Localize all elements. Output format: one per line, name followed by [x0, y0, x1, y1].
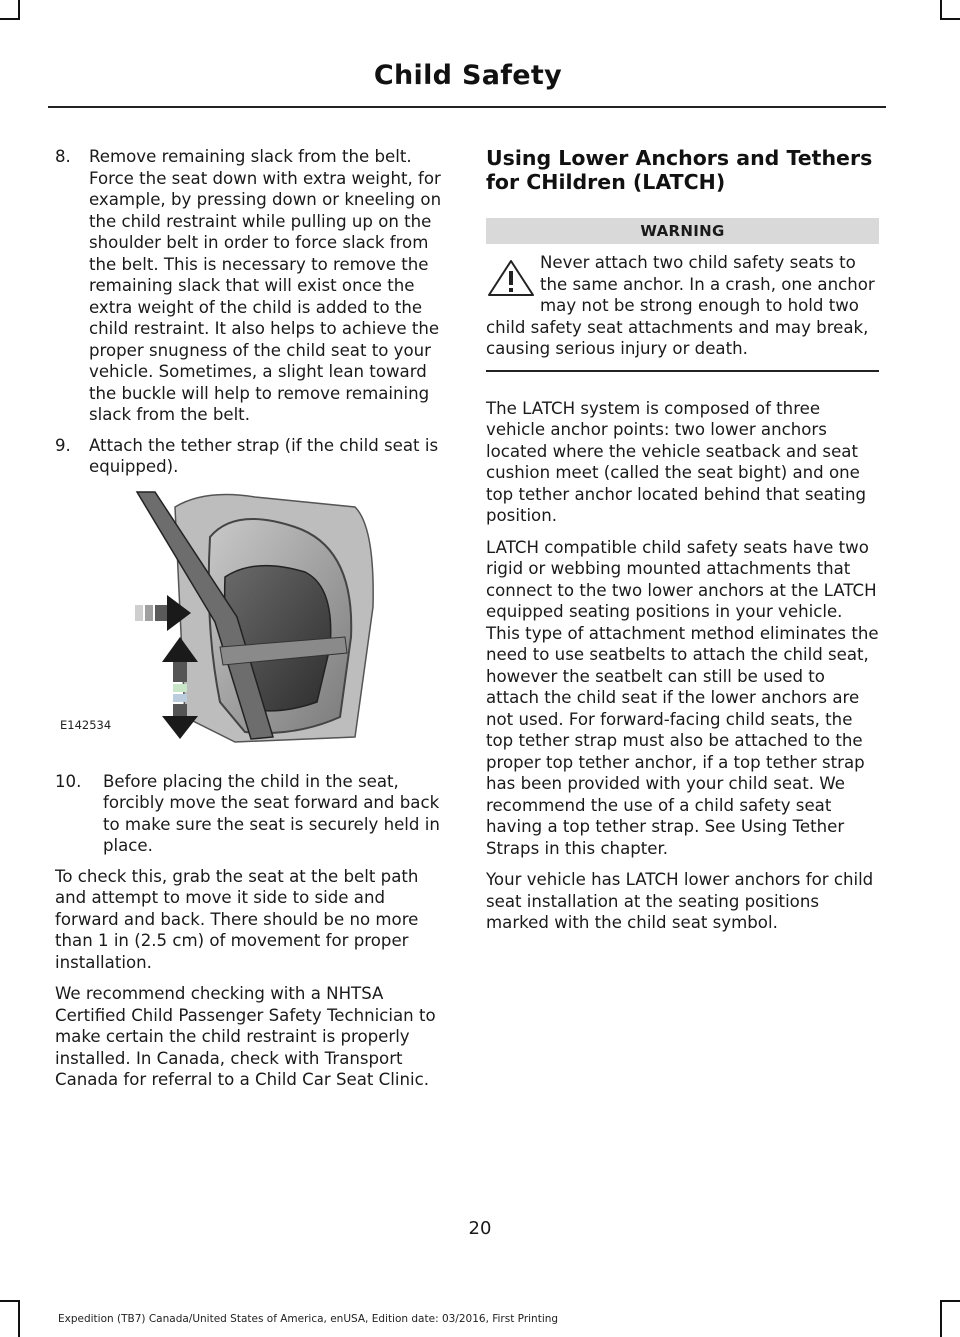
- list-item-10: [55, 771, 450, 857]
- section-heading: Using Lower Anchors and Tethers for CHildren (LATCH): [486, 146, 873, 194]
- item-number: 8.: [55, 147, 71, 166]
- crop-mark: [940, 0, 942, 20]
- paragraph: The LATCH system is composed of three vehicle anchor points: two lower anchors located where the vehicle seatback and seat cushion meet (called the seat bight) and one top tether anchor located behind that seating position.: [486, 398, 867, 525]
- paragraph: LATCH compatible child safety seats have two rigid or webbing mounted attachments that connect to the two lower anchors at the LATCH equipped seating positions in your vehicle. This type of attachment method eliminates the need to use seatbelts to attach the child seat, however the seatbelt can still be used to attach the child seat if the lower anchors are not used. For forward-facing child seats, the top tether strap must also be attached to the proper top tether anchor, if a top tether strap has been provided with your child seat. We recommend the use of a child safety seat having a top tether strap. See Using Tether Straps in this chapter.: [486, 537, 879, 858]
- paragraph: To check this, grab the seat at the belt path and attempt to move it side to side and forward and back. There should be no more than 1 in (2.5 cm) of movement for proper installation.: [55, 866, 419, 972]
- footer-edition: Expedition (TB7) Canada/United States of America, enUSA, Edition date: 03/2016, First Printing: [58, 1313, 559, 1325]
- item-text: Remove remaining slack from the belt. Force the seat down with extra weight, for example, by pressing down or kneeling on the child restraint while pulling up on the shoulder belt in order to force slack from the belt. This is necessary to remove the remaining slack that will exist once the extra weight of the child is added to the child restraint. It also helps to achieve the proper snugness of the child seat to your vehicle. Sometimes, a slight lean toward the buckle will help to remove remaining slack from the belt.: [89, 147, 442, 424]
- item-number: 10.: [55, 771, 82, 791]
- title-rule: [48, 106, 886, 108]
- item-text: Before placing the child in the seat, forcibly move the seat forward and back to make sure the seat is securely held in place.: [103, 771, 440, 855]
- list-item-9: [55, 435, 450, 478]
- crop-mark: [940, 18, 960, 20]
- left-column: [55, 146, 450, 1101]
- warning-triangle-icon: [486, 258, 536, 298]
- warning-text: Never attach two child safety seats to the same anchor. In a crash, one anchor may not be strong enough to hold two child safety seat attachments and may break, causing serious injury or death.: [486, 253, 875, 358]
- figure-id: E142534: [60, 718, 112, 732]
- item-text: Attach the tether strap (if the child seat is equipped).: [89, 435, 439, 476]
- child-seat-illustration: [55, 487, 450, 751]
- crop-mark: [18, 1300, 20, 1337]
- crop-mark: [0, 18, 20, 20]
- crop-mark: [940, 1300, 960, 1302]
- crop-mark: [940, 1300, 942, 1337]
- right-column: [486, 146, 879, 944]
- page-number: 20: [468, 1218, 492, 1239]
- page-title: Child Safety: [373, 60, 562, 91]
- crop-mark: [0, 1300, 20, 1302]
- child-seat-drawing: [55, 487, 450, 751]
- crop-mark: [18, 0, 20, 20]
- paragraph: We recommend checking with a NHTSA Certified Child Passenger Safety Technician to make certain the child restraint is properly installed. In Canada, check with Transport Canada for referral to a Child Car Seat Clinic.: [55, 984, 436, 1089]
- paragraph: Your vehicle has LATCH lower anchors for child seat installation at the seating positions marked with the child seat symbol.: [486, 870, 874, 932]
- warning-label: WARNING: [486, 218, 879, 244]
- warning-box: [486, 252, 879, 372]
- item-number: 9.: [55, 435, 71, 455]
- list-item-8: [55, 146, 450, 426]
